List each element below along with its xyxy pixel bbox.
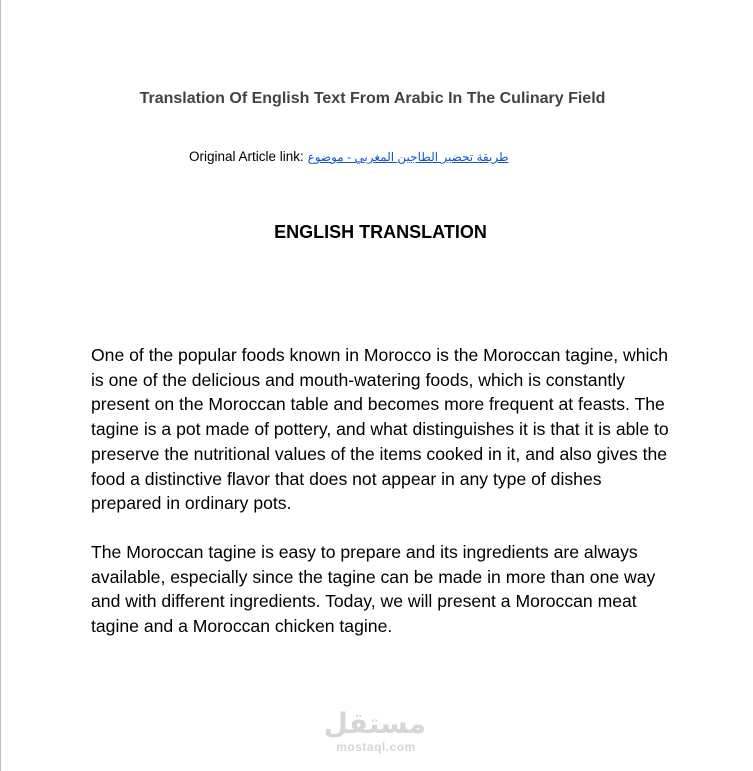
- document-title: Translation Of English Text From Arabic In The Culinary Field: [139, 90, 606, 107]
- watermark-logo: مستقل: [323, 707, 426, 740]
- watermark-domain: mostaql.com: [336, 740, 416, 754]
- body-paragraph-2: The Moroccan tagine is easy to prepare and its ingredients are always available, especially since the tagine can be made in more than one way and with different ingredients. Today, we will present a Moroccan meat tagine and a Moroccan chicken tagine.: [91, 542, 656, 637]
- source-label: Original Article link:: [189, 149, 304, 164]
- page-left-edge: [0, 0, 1, 771]
- original-article-link[interactable]: طريقة تحضير الطاجين المغربي - موضوع: [307, 150, 509, 164]
- body-paragraph-1: One of the popular foods known in Morocco is the Moroccan tagine, which is one of the delicious and mouth-watering foods, which is constantly present on the Moroccan table and becomes more frequent at feasts. The tagine is a pot made of pottery, and what distinguishes it is that it is able to preserve the nutritional values of the items cooked in it, and also gives the food a distinctive flavor that does not appear in any type of dishes prepared in ordinary pots.: [91, 345, 669, 514]
- source-line: [189, 149, 509, 164]
- section-heading: ENGLISH TRANSLATION: [274, 222, 487, 242]
- mostaql-watermark: [323, 707, 426, 754]
